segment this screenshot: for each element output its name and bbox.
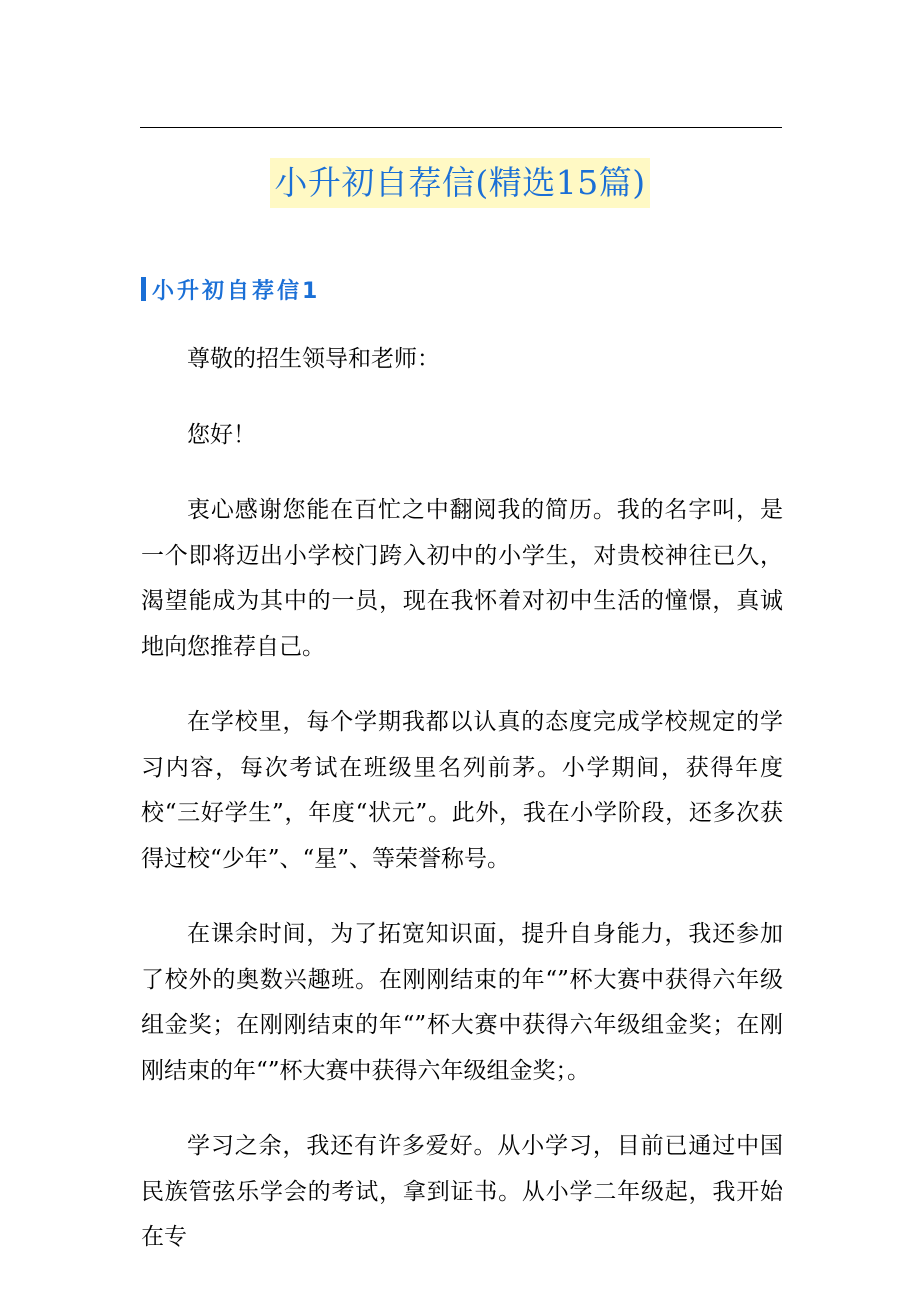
section-heading (141, 274, 320, 304)
body-paragraph: 在课余时间，为了拓宽知识面，提升自身能力，我还参加了校外的奥数兴趣班。在刚刚结束的年“”杯大赛中获得六年级组金奖；在刚刚结束的年“”杯大赛中获得六年级组金奖；在刚刚结束的年“”杯大赛中获得六年级组金奖；。 (141, 921, 783, 1084)
document-title: 小升初自荐信(精选15篇) (270, 158, 649, 208)
greeting: 您好！ (187, 421, 256, 448)
section-body (141, 337, 783, 1291)
section-heading-text: 小升初自荐信1 (152, 278, 321, 304)
body-paragraph: 在学校里，每个学期我都以认真的态度完成学校规定的学习内容，每次考试在班级里名列前茅。小学期间，获得年度校“三好学生”，年度“状元”。此外，我在小学阶段，还多次获得过校“少年”、“星”、等荣誉称号。 (141, 709, 783, 872)
heading-marker-bar (141, 277, 146, 301)
title-container (0, 158, 920, 208)
body-paragraph: 学习之余，我还有许多爱好。从小学习，目前已通过中国民族管弦乐学会的考试，拿到证书。从小学二年级起，我开始在专 (141, 1133, 783, 1250)
header-rule (140, 127, 782, 128)
salutation: 尊敬的招生领导和老师： (187, 346, 440, 372)
body-paragraph: 衷心感谢您能在百忙之中翻阅我的简历。我的名字叫，是一个即将迈出小学校门跨入初中的小学生，对贵校神往已久，渴望能成为其中的一员，现在我怀着对初中生活的憧憬，真诚地向您推荐自己。 (141, 497, 783, 660)
